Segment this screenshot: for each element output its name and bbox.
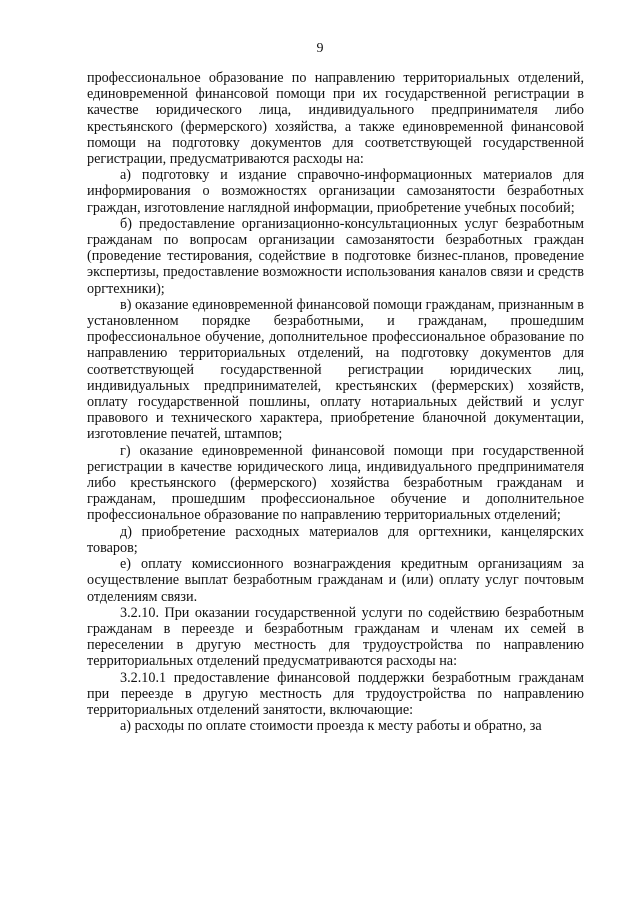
- paragraph-intro: профессиональное образование по направлению территориальных отделений, единовременной финансовой помощи при их государственной регистрации в качестве юридического лица, индивидуального предпринимателя либо крестьянского (фермерского) хозяйства, а также единовременной финансовой помощи на подготовку документов для соответствующей государственной регистрации, предусматриваются расходы на:: [87, 70, 584, 168]
- list-item-a-travel: а) расходы по оплате стоимости проезда к месту работы и обратно, за: [120, 718, 542, 735]
- page-number: 9: [316, 41, 324, 56]
- section-3-2-10: 3.2.10. При оказании государственной услуги по содействию безработным гражданам в переезде и безработным гражданам и членам их семей в переселении в другую местность для трудоустройства по направлению территориальных отделений предусматриваются расходы на:: [87, 604, 584, 670]
- list-item-g: г) оказание единовременной финансовой помощи при государственной регистрации в качестве юридического лица, индивидуального предпринимателя либо крестьянского (фермерского) хозяйства безработным гражданам и гражданам, прошедшим профессиональное обучение и дополнительное профессиональное образование по направлению территориальных отделений;: [87, 442, 584, 524]
- list-item-v: в) оказание единовременной финансовой помощи гражданам, признанным в установленном порядке безработными, и гражданам, прошедшим профессиональное обучение, дополнительное профессиональное образование по направлению территориальных отделений, на подготовку документов для соответствующей государственной регистрации юридических лиц, индивидуальных предпринимателей, крестьянских (фермерских) хозяйств, оплату государственной пошлины, оплату нотариальных действий и услуг правового и технического характера, приобретение бланочной документации, изготовление печатей, штампов;: [87, 296, 584, 443]
- list-item-a: а) подготовку и издание справочно-информационных материалов для информирования о возможностях организации самозанятости безработных граждан, изготовление наглядной информации, приобретение учебных пособий;: [87, 167, 584, 216]
- list-item-b: б) предоставление организационно-консультационных услуг безработным гражданам по вопросам организации самозанятости безработных граждан (проведение тестирования, содействие в подготовке бизнес-планов, проведение экспертизы, предоставление возможности использования каналов связи и средств оргтехники);: [87, 215, 584, 297]
- list-item-e: е) оплату комиссионного вознаграждения кредитным организациям за осуществление выплат безработным гражданам и (или) оплату услуг почтовым отделениям связи.: [87, 556, 584, 605]
- section-3-2-10-1: 3.2.10.1 предоставление финансовой поддержки безработным гражданам при переезде в другую местность для трудоустройства по направлению территориальных отделений занятости, включающие:: [87, 669, 584, 718]
- document-body: [87, 70, 584, 734]
- list-item-d: д) приобретение расходных материалов для оргтехники, канцелярских товаров;: [87, 523, 584, 556]
